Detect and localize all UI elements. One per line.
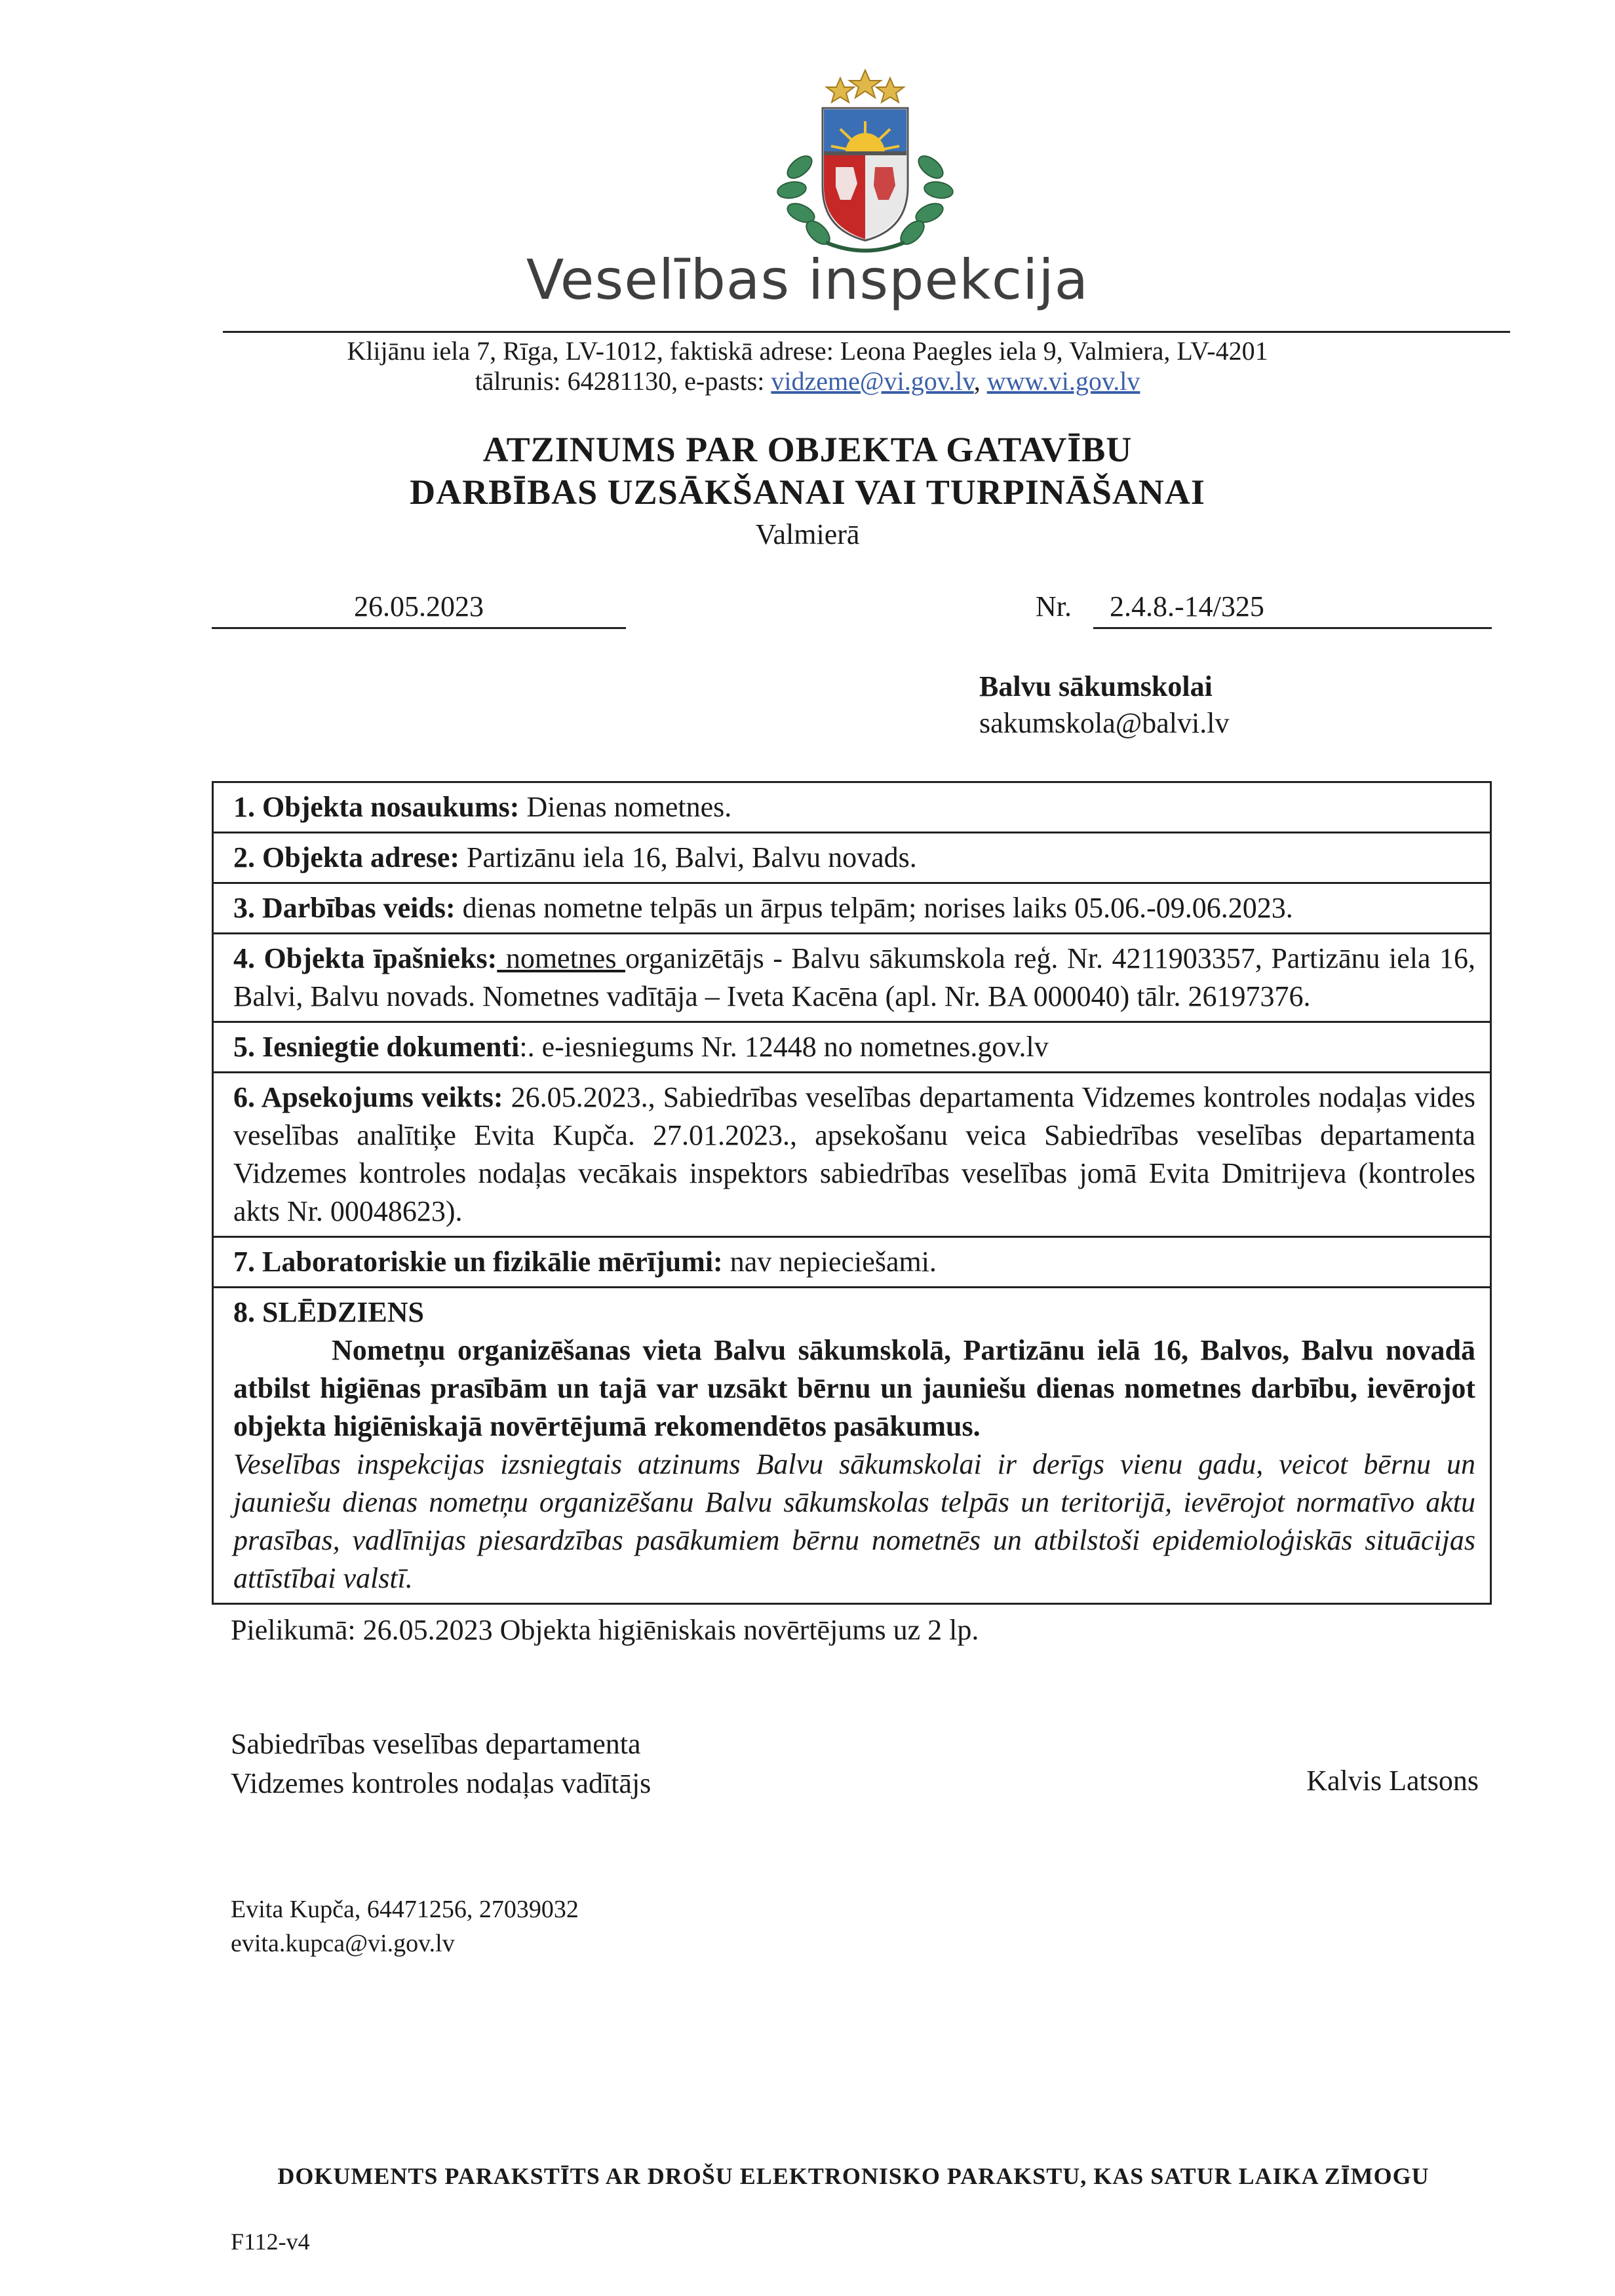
table-row-inspection [214, 1073, 1490, 1238]
recipient-name: Balvu sākumskolai [979, 670, 1213, 702]
conclusion-bold-text: Nometņu organizēšanas vieta Balvu sākumskolā, Partizānu ielā 16, Balvos, Balvu novadā atbilst higiēnas prasībām un tajā var uzsākt bērnu un jauniešu dienas nometnes darbību, ievērojot objekta higiēniskajā novērtējumā rekomendētos pasākumus. [233, 1334, 1475, 1442]
table-row-activity-type [214, 884, 1490, 934]
electronic-signature-notice: DOKUMENTS PARAKSTĪTS AR DROŠU ELEKTRONISKO PARAKSTU, KAS SATUR LAIKA ZĪMOGU [277, 2163, 1430, 2189]
row-value: Dienas nometnes. [519, 791, 732, 823]
row-label: 6. Apsekojums veikts: [233, 1081, 503, 1113]
table-row-object-name [214, 783, 1490, 833]
contact-email: evita.kupca@vi.gov.lv [231, 1930, 455, 1957]
form-code: F112-v4 [231, 2229, 310, 2255]
row-value: :. e-iesniegums Nr. 12448 no nometnes.gov.lv [519, 1031, 1049, 1063]
row-value: Partizānu iela 16, Balvi, Balvu novads. [459, 841, 917, 873]
signer-position-line2: Vidzemes kontroles nodaļas vadītājs [231, 1767, 652, 1799]
table-row-measurements [214, 1238, 1490, 1288]
row-label: 7. Laboratoriskie un fizikālie mērījumi: [233, 1246, 723, 1278]
signer-name: Kalvis Latsons [1306, 1765, 1479, 1797]
document-number: 2.4.8.-14/325 [1093, 590, 1492, 629]
institution-website-link[interactable]: www.vi.gov.lv [986, 366, 1140, 396]
conclusion-heading: 8. SLĒDZIENS [233, 1296, 425, 1328]
details-table [212, 781, 1492, 1605]
institution-address: Klijānu iela 7, Rīga, LV-1012, faktiskā adrese: Leona Paegles iela 9, Valmiera, LV-4201 [347, 336, 1268, 366]
header-divider [223, 331, 1510, 333]
row-label: 3. Darbības veids: [233, 892, 456, 924]
document-title-line1: ATZINUMS PAR OBJEKTA GATAVĪBU [482, 430, 1133, 469]
row-label: 5. Iesniegtie dokumenti [233, 1031, 520, 1063]
document-city: Valmierā [755, 518, 860, 550]
row-label: 1. Objekta nosaukums: [233, 791, 520, 823]
recipient-block [979, 668, 1229, 742]
table-row-submitted-documents [214, 1023, 1490, 1073]
row-value-underlined: nometnes [497, 942, 625, 974]
institution-email-link[interactable]: vidzeme@vi.gov.lv [771, 366, 974, 396]
signer-position-line1: Sabiedrības veselības departamenta [231, 1728, 641, 1760]
conclusion-italic-text: Veselības inspekcijas izsniegtais atzinums Balvu sākumskolai ir derīgs vienu gadu, veicot bērnu un jauniešu dienas nometņu organizēšanu Balvu sākumskolas telpās un teritorijā, ievērojot normatīvo aktu prasības, vadlīnijas piesardzības pasākumiem bērnu nometnēs un atbilstoši epidemioloģiskās situācijas attīstībai valstī. [233, 1448, 1475, 1594]
phone-label: tālrunis: 64281130, e-pasts: [475, 366, 771, 396]
document-date: 26.05.2023 [212, 590, 626, 629]
table-row-conclusion [214, 1288, 1490, 1603]
document-number-label: Nr. [1036, 590, 1072, 622]
document-title-line2: DARBĪBAS UZSĀKŠANAI VAI TURPINĀŠANAI [410, 472, 1205, 512]
row-value: dienas nometne telpās un ārpus telpām; norises laiks 05.06.-09.06.2023. [455, 892, 1293, 924]
signer-position [231, 1725, 651, 1803]
institution-contacts [0, 366, 1615, 396]
row-value: organizētājs - Balvu sākumskola reģ. Nr. 4211903357, Partizānu iela 16, Balvi, Balvu novads. Nometnes vadītāja – Iveta Kacēna (apl. Nr. BA 000040) tālr. 26197376. [233, 942, 1475, 1012]
row-value: nav nepieciešami. [722, 1246, 937, 1278]
table-row-object-address [214, 833, 1490, 884]
table-row-object-owner [214, 934, 1490, 1023]
row-label: 4. Objekta īpašnieks: [233, 942, 497, 974]
recipient-email: sakumskola@balvi.lv [979, 707, 1230, 739]
row-label: 2. Objekta adrese: [233, 841, 460, 873]
row-value: 26.05.2023., Sabiedrības veselības departamenta Vidzemes kontroles nodaļas vides veselības analītiķe Evita Kupča. 27.01.2023., apsekošanu veica Sabiedrības veselības departamenta Vidzemes kontroles nodaļas vecākais inspektors sabiedrības veselības jomā Evita Dmitrijeva (kontroles akts Nr. 00048623). [233, 1081, 1475, 1227]
contact-person [231, 1892, 579, 1961]
institution-name: Veselības inspekcija [526, 248, 1089, 312]
contacts-separator: , [973, 366, 987, 396]
contact-name-phone: Evita Kupča, 64471256, 27039032 [231, 1896, 579, 1923]
attachment-note: Pielikumā: 26.05.2023 Objekta higiēniskais novērtējums uz 2 lp. [231, 1614, 979, 1646]
coat-of-arms-icon [767, 69, 963, 259]
